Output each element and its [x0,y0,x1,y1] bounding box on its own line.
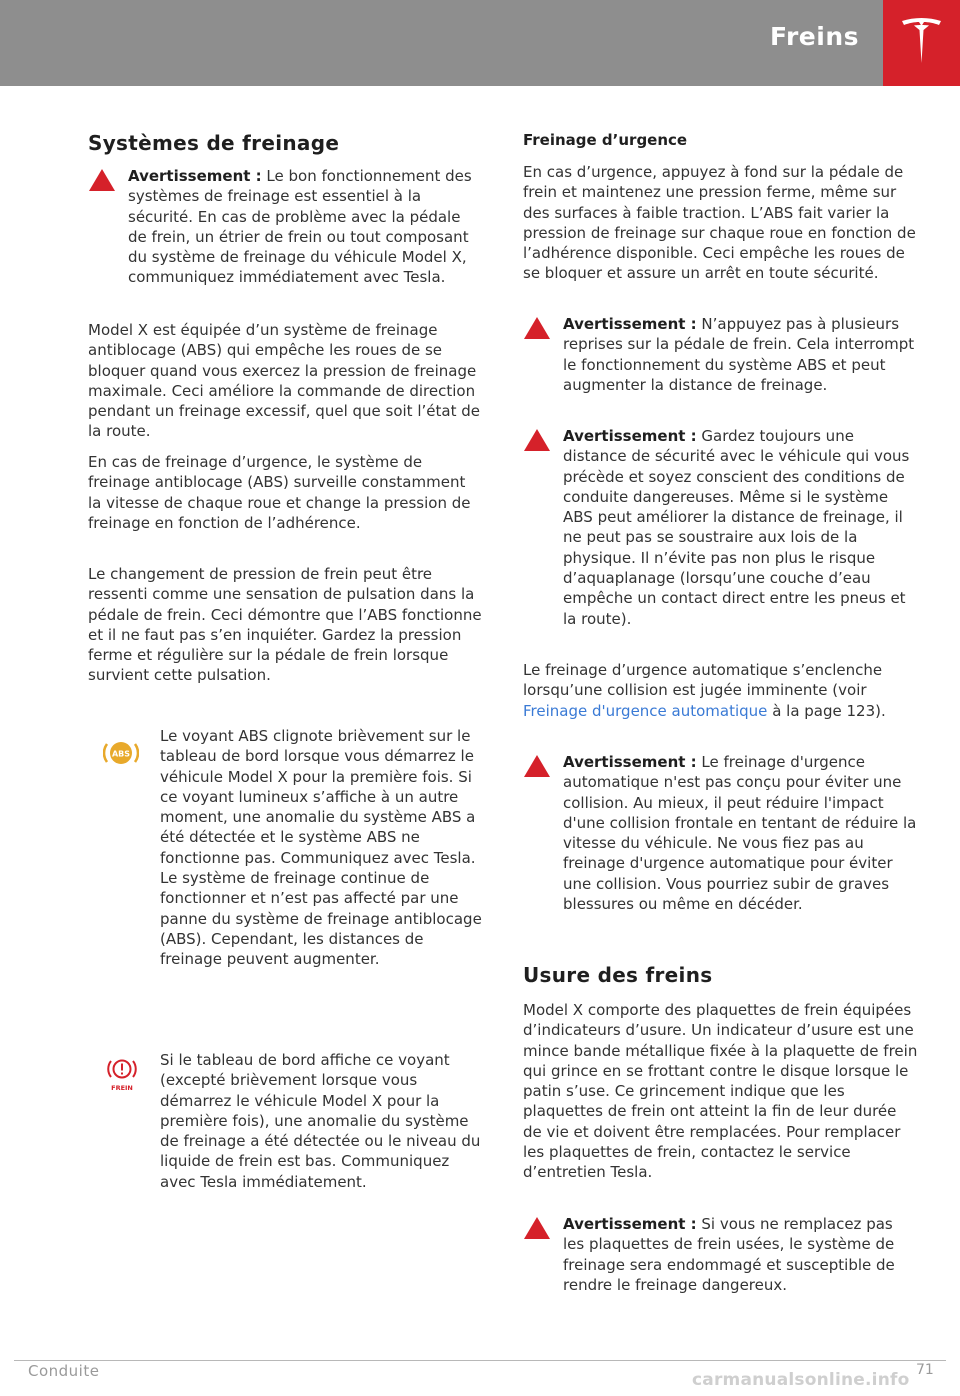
warning-text [128,166,478,288]
warning-label: Avertissement : [563,315,697,333]
warning-triangle-icon [523,754,551,778]
watermark: carmanualsonline.info [692,1370,910,1390]
footer-section-label: Conduite [28,1362,100,1380]
warning-text [563,314,918,395]
abs-warning-icon [103,738,139,768]
warning-body: N’appuyez pas à plusieurs reprises sur la pédale de frein. Cela interrompt le fonctionnement du système ABS et peut augmenter la distance de freinage. [563,315,915,394]
page-title: Freins [769,22,859,51]
warning-triangle-icon [523,1216,551,1240]
paragraph: Le changement de pression de frein peut être ressenti comme une sensation de pulsation dans la pédale de frein. Ceci démontre que l’ABS fonctionne et il ne faut pas s’en inquiéter. Gardez la pression ferme et régulière sur la pédale de frein lorsque survient cette pulsation. [88,565,482,685]
warning-label: Avertissement : [128,167,262,185]
paragraph: Model X comporte des plaquettes de frein équipées d’indicateurs d’usure. Un indicateur d’usure est une mince bande métallique fixée à la plaquette de frein qui grince en se frottant contre le disque lorsque le patin s’use. Ce grincement indique que les plaquettes de frein ont atteint la fin de leur durée de vie et doivent être remplacées. Pour remplacer les plaquettes de frein, contactez le service d’entretien Tesla. [523,1001,918,1182]
warning-box [523,752,918,936]
subheading-emergency-braking: Freinage d’urgence [523,131,688,149]
paragraph: Model X est équipée d’un système de freinage antiblocage (ABS) qui empêche les roues de se bloquer quand vous exercez la pression de freinage maximale. Ceci améliore la commande de direction pendant un freinage excessif, quel que soit l’état de la route. [88,321,480,441]
page-number: 71 [916,1362,934,1378]
tesla-logo-icon [900,17,943,67]
footer-divider [14,1360,946,1361]
warning-body: Le freinage d'urgence automatique n'est pas conçu pour éviter une collision. Au mieux, il peut réduire l'impact d'une collision frontale en tentant de réduire la vitesse du véhicule. Ne vous fiez pas au freinage d'urgence automatique pour éviter une collision. Vous pourriez subir de graves blessures ou même en décéder. [563,753,917,914]
abs-indicator-text: Le voyant ABS clignote brièvement sur le tableau de bord lorsque vous démarrez le véhicule Model X pour la première fois. Si ce voyant lumineux s’affiche à un autre moment, une anomalie du système ABS a été détectée et le système ABS ne fonctionne pas. Communiquez avec Tesla. Le système de freinage continue de fonctionner et n’est pas affecté par une panne du système de freinage antiblocage (ABS). Cependant, les distances de freinage peuvent augmenter. [160,727,482,969]
warning-triangle-icon [523,316,551,340]
text-span: Le freinage d’urgence automatique s’enclenche lorsqu’une collision est jugée imminente (voir [523,661,883,700]
warning-body: Gardez toujours une distance de sécurité avec le véhicule qui vous précède et soyez conscient des conditions de conduite dangereuses. Même si le système ABS peut améliorer la distance de freinage, il ne peut pas se soustraire aux lois de la physique. Il n’évite pas non plus le risque d’aquaplanage (lorsqu’une couche d’eau empêche un contact direct entre les pneus et la route). [563,427,910,628]
warning-label: Avertissement : [563,427,697,445]
warning-body: Le bon fonctionnement des systèmes de freinage est essentiel à la sécurité. En cas de problème avec la pédale de frein, un étrier de frein ou tout composant du système de freinage du véhicule Model X, communiquez immédiatement avec Tesla. [128,167,472,287]
section-heading-braking-systems: Systèmes de freinage [88,131,340,155]
warning-box [523,426,918,650]
warning-box [523,1214,918,1316]
paragraph: En cas de freinage d’urgence, le système de freinage antiblocage (ABS) surveille constamment la vitesse de chaque roue et change la pression de freinage en fonction de l’adhérence. [88,453,471,532]
warning-triangle-icon [88,168,116,192]
cross-reference-link[interactable]: Freinage d'urgence automatique [523,701,768,720]
warning-body: Si vous ne remplacez pas les plaquettes de frein usées, le système de freinage sera endommagé et susceptible de rendre le freinage dangereux. [563,1215,895,1294]
warning-text [563,752,918,914]
warning-label: Avertissement : [563,753,697,771]
brake-icon-label: FREIN [111,1084,133,1092]
brake-indicator-text: Si le tableau de bord affiche ce voyant (excepté brièvement lorsque vous démarrez le véhicule Model X pour la première fois), une anomalie du système de freinage a été détectée ou le niveau du liquide de frein est bas. Communiquez avec Tesla immédiatement. [160,1051,481,1191]
warning-text [563,1214,918,1295]
abs-indicator [103,738,139,772]
header-bar [0,0,883,86]
brand-logo [883,0,960,86]
text-span: à la page 123). [767,701,886,720]
brake-warning-icon [104,1056,140,1094]
warning-box [523,314,918,416]
warning-text [563,426,918,629]
brake-indicator [104,1056,140,1098]
abs-icon-label: ABS [111,749,131,759]
warning-box [88,166,482,309]
warning-label: Avertissement : [563,1215,697,1233]
section-heading-brake-wear: Usure des freins [523,963,713,987]
paragraph [523,660,918,721]
warning-triangle-icon [523,428,551,452]
paragraph: En cas d’urgence, appuyez à fond sur la pédale de frein et maintenez une pression ferme, même sur des surfaces à faible traction. L’ABS fait varier la pression de freinage sur chaque roue en fonction de l’adhérence disponible. Ceci empêche les roues de se bloquer et assure un arrêt en toute sécurité. [523,163,916,283]
